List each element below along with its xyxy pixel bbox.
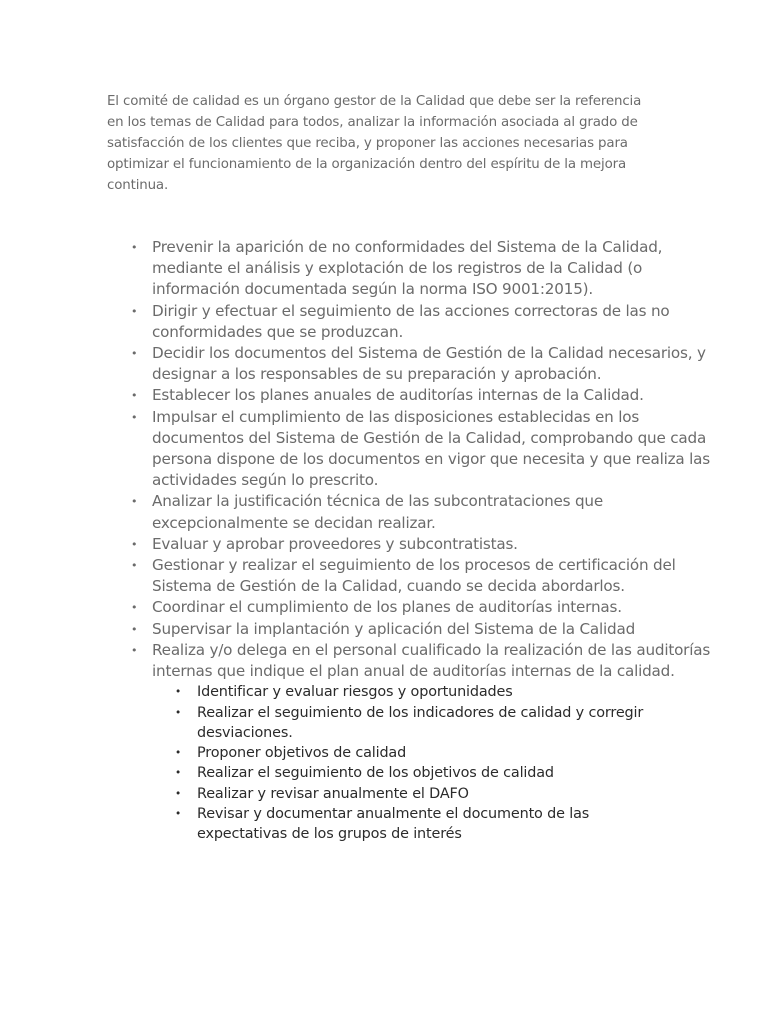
bullet-icon: • bbox=[175, 706, 182, 719]
bullet-icon: • bbox=[175, 787, 182, 800]
bullet-icon: • bbox=[131, 601, 138, 615]
bullet-icon: • bbox=[131, 559, 138, 573]
bullet-icon: • bbox=[131, 622, 138, 636]
sub-responsibilities-list bbox=[152, 682, 667, 844]
list-item-text: Impulsar el cumplimiento de las disposiciones establecidas en los documentos del Sistema de Gestión de la Calidad, comprobando que cada persona dispone de los documentos en vigor que necesita y que realiza las actividades según lo prescrito. bbox=[152, 407, 710, 490]
bullet-icon: • bbox=[131, 304, 138, 318]
sub-list-item bbox=[175, 743, 667, 763]
sub-list-item-text: Proponer objetivos de calidad bbox=[197, 745, 407, 762]
responsibilities-list bbox=[107, 237, 714, 845]
bullet-icon: • bbox=[131, 389, 138, 403]
list-item-text: Supervisar la implantación y aplicación del Sistema de la Calidad bbox=[152, 619, 636, 638]
bullet-icon: • bbox=[175, 686, 182, 699]
list-item bbox=[131, 534, 714, 555]
intro-paragraph: El comité de calidad es un órgano gestor de la Calidad que debe ser la referencia en los temas de Calidad para todos, analizar la información asociada al grado de satisfacción de los clientes que reciba, y proponer las acciones necesarias para optimizar el funcionamiento de la organización dentro del espíritu de la mejora continua. bbox=[107, 94, 642, 193]
list-item-text: Realiza y/o delega en el personal cualificado la realización de las auditorías internas que indique el plan anual de auditorías internas de la calidad. bbox=[152, 640, 711, 681]
sub-list-item bbox=[175, 682, 667, 702]
list-item-text: Gestionar y realizar el seguimiento de los procesos de certificación del Sistema de Gestión de la Calidad, cuando se decida abordarlos. bbox=[152, 556, 676, 596]
list-item bbox=[131, 343, 714, 385]
sub-list-item-text: Realizar el seguimiento de los objetivos de calidad bbox=[197, 765, 554, 782]
bullet-icon: • bbox=[175, 808, 182, 821]
bullet-icon: • bbox=[131, 241, 138, 254]
list-item bbox=[131, 407, 714, 492]
list-item-text: Establecer los planes anuales de auditorías internas de la Calidad. bbox=[152, 386, 644, 405]
bullet-icon: • bbox=[131, 410, 138, 424]
sub-list-item-text: Identificar y evaluar riesgos y oportunidades bbox=[197, 684, 513, 701]
list-item bbox=[131, 237, 714, 301]
sub-list-item bbox=[175, 804, 667, 845]
bullet-icon: • bbox=[131, 495, 138, 509]
sub-list-item bbox=[175, 763, 667, 783]
list-item-text: Dirigir y efectuar el seguimiento de las acciones correctoras de las no conformidades que se produzcan. bbox=[152, 301, 670, 341]
list-item-text: Prevenir la aparición de no conformidades del Sistema de la Calidad, mediante el análisis y explotación de los registros de la Calidad (o información documentada según la norma ISO 9001:2015). bbox=[152, 238, 663, 299]
sub-list-item-text: Realizar el seguimiento de los indicadores de calidad y corregir desviaciones. bbox=[197, 704, 644, 741]
list-item bbox=[131, 619, 714, 640]
sub-list-item-text: Realizar y revisar anualmente el DAFO bbox=[197, 785, 469, 802]
list-item bbox=[131, 640, 714, 845]
list-item bbox=[131, 555, 714, 597]
list-item bbox=[131, 385, 714, 406]
list-item bbox=[131, 301, 714, 343]
bullet-icon: • bbox=[175, 747, 182, 760]
bullet-icon: • bbox=[131, 537, 138, 551]
bullet-icon: • bbox=[131, 643, 138, 657]
list-item-text: Analizar la justificación técnica de las subcontrataciones que excepcionalmente se decidan realizar. bbox=[152, 492, 603, 532]
list-item-text: Evaluar y aprobar proveedores y subcontratistas. bbox=[152, 534, 518, 553]
bullet-icon: • bbox=[175, 767, 182, 780]
sub-list-item bbox=[175, 784, 667, 804]
list-item bbox=[131, 491, 714, 533]
bullet-icon: • bbox=[131, 347, 138, 361]
list-item bbox=[131, 597, 714, 618]
sub-list-item-text: Revisar y documentar anualmente el documento de las expectativas de los grupos de interés bbox=[197, 806, 590, 843]
list-item-text: Coordinar el cumplimiento de los planes de auditorías internas. bbox=[152, 598, 622, 617]
sub-list-item bbox=[175, 703, 667, 744]
list-item-text: Decidir los documentos del Sistema de Gestión de la Calidad necesarios, y designar a los responsables de su preparación y aprobación. bbox=[152, 344, 706, 384]
